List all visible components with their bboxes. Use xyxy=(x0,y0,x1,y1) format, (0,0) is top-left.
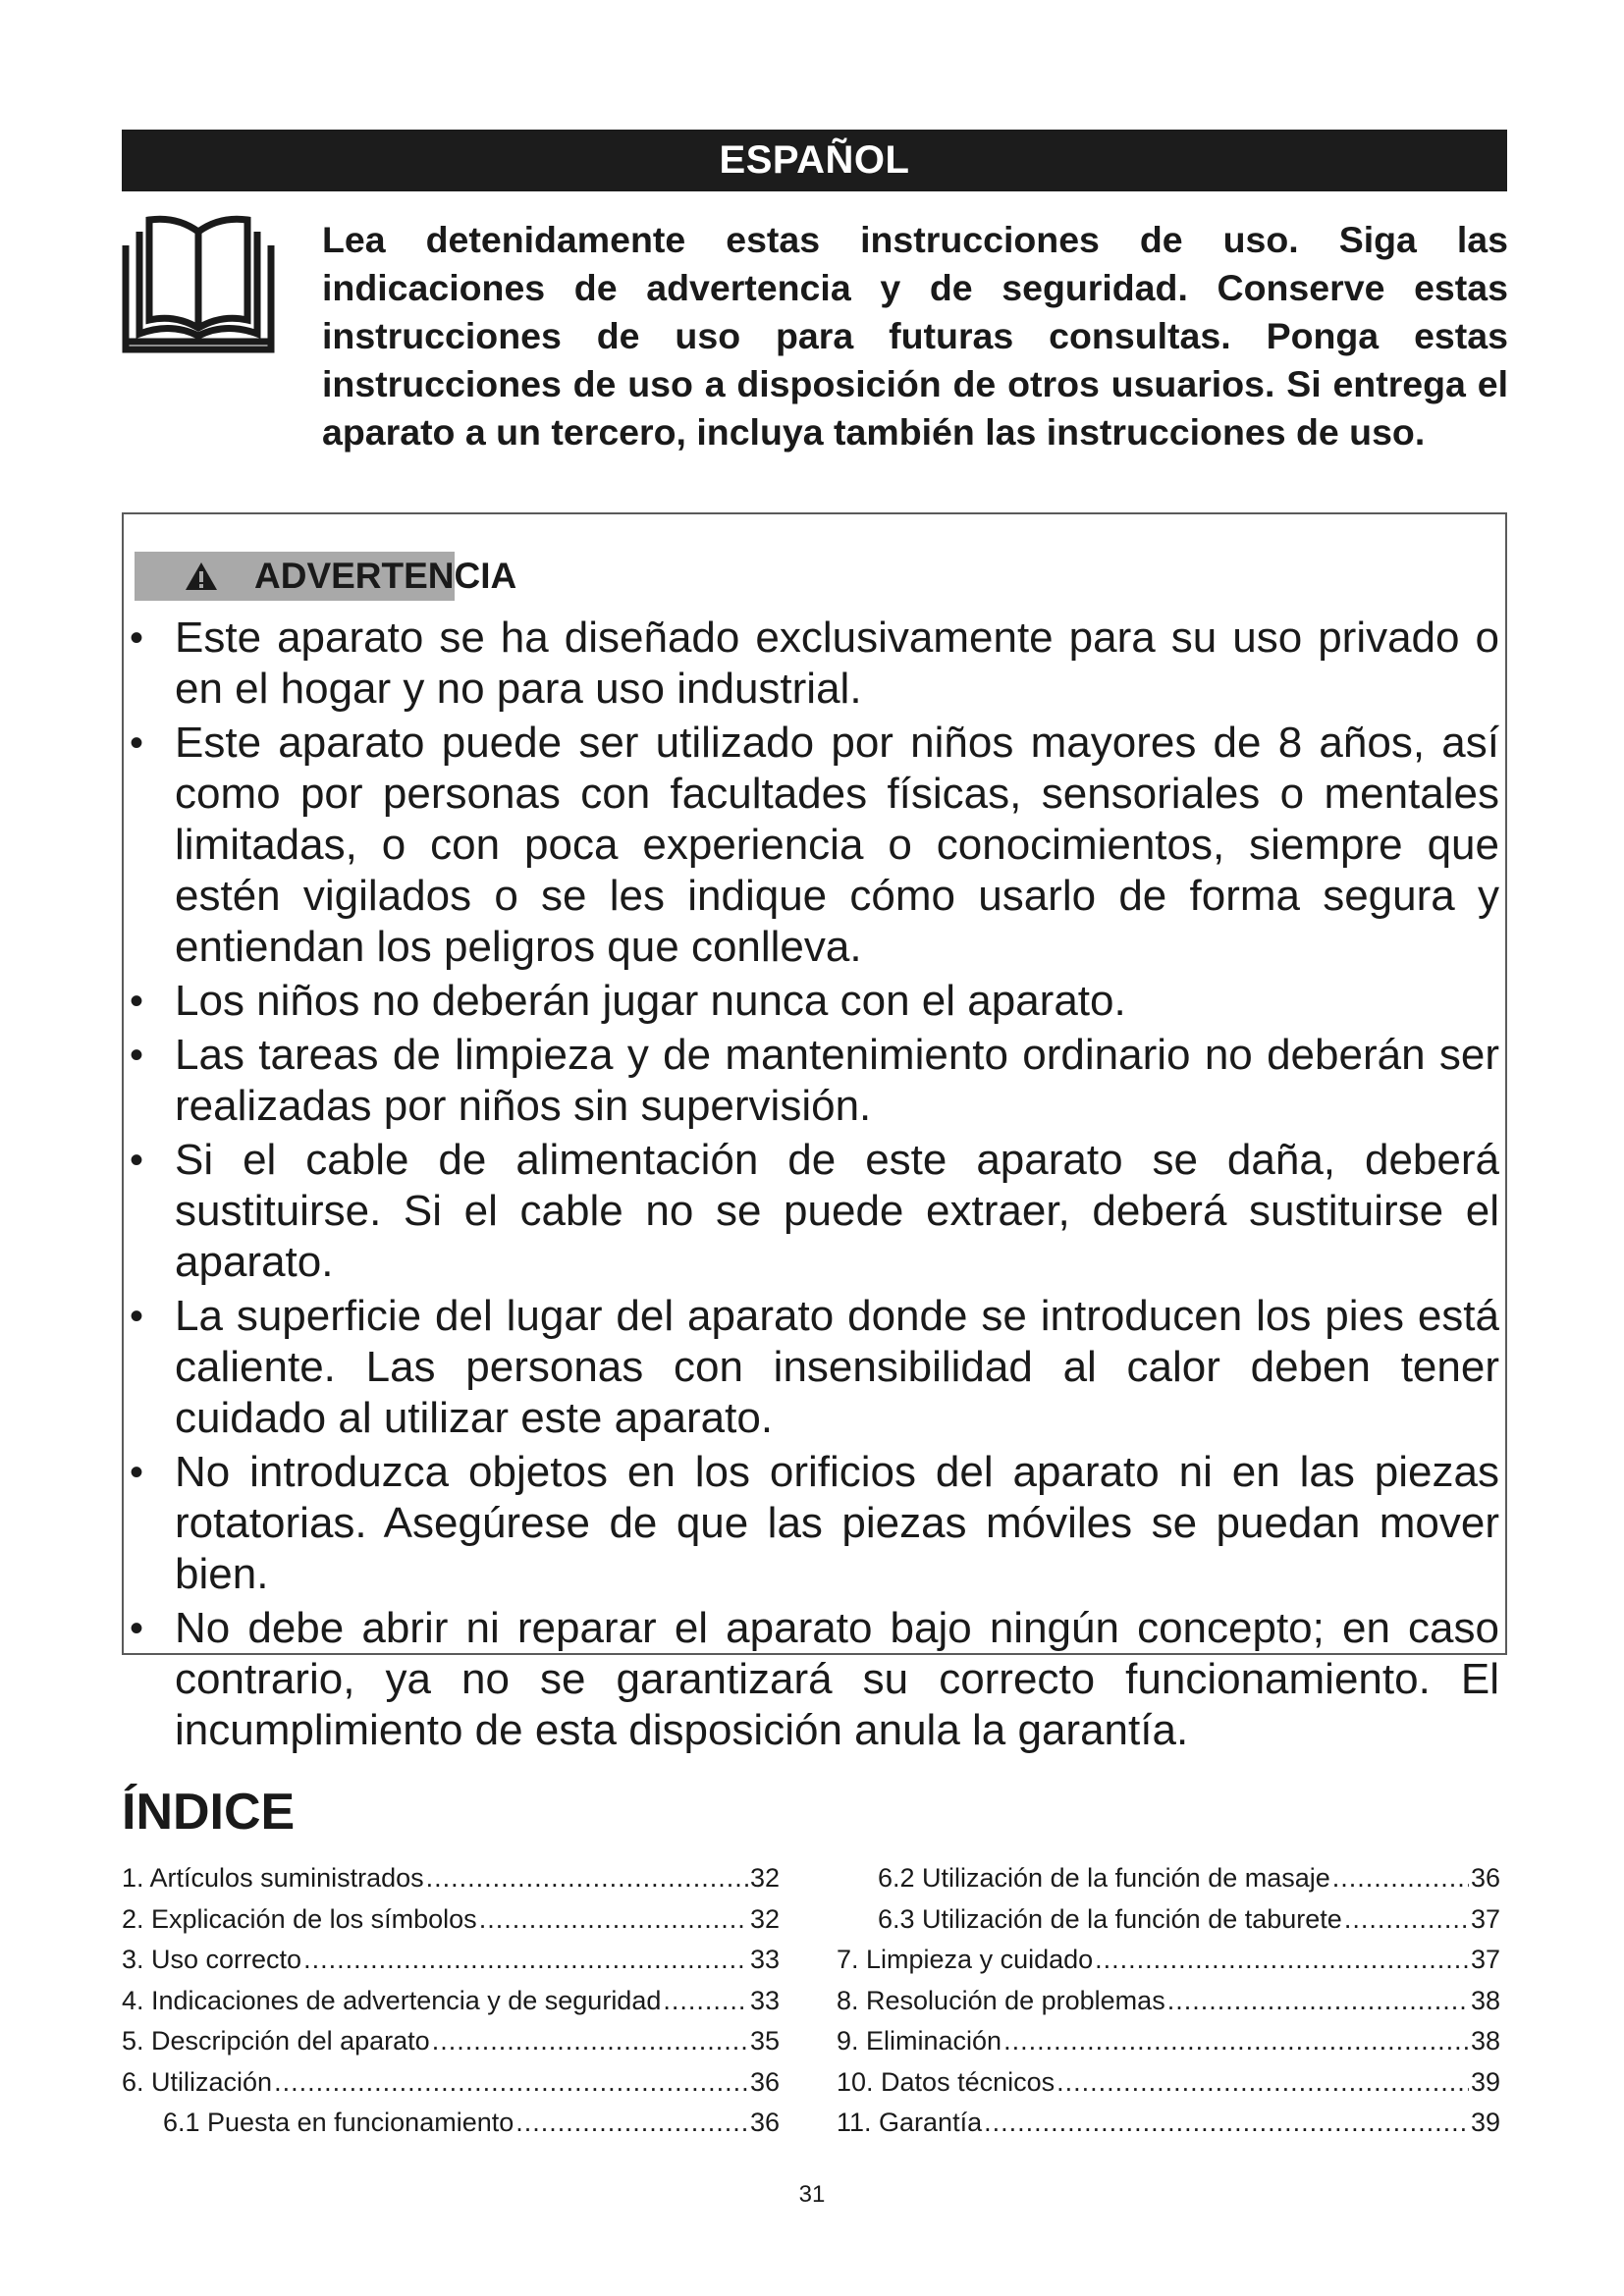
toc-leader xyxy=(274,2062,748,2104)
toc-entry-page: 32 xyxy=(749,1903,780,1934)
toc-entry-title: 6. Utilización xyxy=(122,2066,273,2097)
toc-entry-title: 1. Artículos suministrados xyxy=(122,1863,424,1893)
toc-leader xyxy=(663,1981,748,2022)
bullet-icon: • xyxy=(130,1139,144,1182)
language-title: ESPAÑOL xyxy=(719,138,910,182)
toc-entry-page: 36 xyxy=(749,2108,780,2137)
toc-leader xyxy=(515,2103,748,2144)
warning-item-text: Los niños no deberán jugar nunca con el aparato. xyxy=(175,977,1126,1025)
toc-leader xyxy=(1056,2062,1469,2104)
warning-list xyxy=(124,613,1509,1759)
warning-item xyxy=(124,1603,1509,1756)
toc-entry-page: 33 xyxy=(749,1945,780,1974)
toc-entry-title: 10. Datos técnicos xyxy=(837,2066,1056,2097)
toc-entry[interactable] xyxy=(837,2062,1500,2104)
toc-entry-page: 35 xyxy=(749,2026,780,2056)
toc-leader xyxy=(984,2103,1469,2144)
warning-title-rest: CIA xyxy=(454,556,517,596)
toc-entry-title: 6.1 Puesta en funcionamiento xyxy=(163,2108,514,2137)
toc-leader xyxy=(432,2021,748,2062)
warning-triangle-icon xyxy=(184,561,219,592)
language-header xyxy=(122,130,1507,191)
toc-entry[interactable] xyxy=(837,2021,1500,2062)
toc-entry-page: 39 xyxy=(1470,2108,1500,2137)
warning-item-text: Si el cable de alimentación de este aparato se daña, deberá sustituirse. Si el cable no se puede extraer, deberá sustituirse el aparato. xyxy=(175,1136,1499,1286)
toc-entry-title: 2. Explicación de los símbolos xyxy=(122,1903,477,1934)
toc-entry-title: 11. Garantía xyxy=(837,2108,983,2137)
warning-item-text: Este aparato se ha diseñado exclusivamente para su uso privado o en el hogar y no para uso industrial. xyxy=(175,614,1499,713)
toc-subentry[interactable] xyxy=(122,2103,780,2144)
intro-paragraph: Lea detenidamente estas instrucciones de uso. Siga las indicaciones de advertencia y de seguridad. Conserve estas instrucciones de uso para futuras consultas. Ponga estas instrucciones de uso a disposición de otros usuarios. Si entrega el aparato a un tercero, incluya también las instrucciones de uso. xyxy=(322,219,1508,453)
bullet-icon: • xyxy=(130,616,144,660)
toc-entry-page: 38 xyxy=(1470,2026,1500,2056)
toc-entry-page: 36 xyxy=(1470,1863,1500,1893)
page-number: 31 xyxy=(798,2181,826,2208)
toc-entry-page: 37 xyxy=(1470,1945,1500,1974)
toc-entry-page: 39 xyxy=(1470,2066,1500,2097)
toc-entry-page: 38 xyxy=(1470,1985,1500,2015)
toc-entry-title: 5. Descripción del aparato xyxy=(122,2026,430,2056)
warning-item-text: Este aparato puede ser utilizado por niños mayores de 8 años, así como por personas con facultades físicas, sensoriales o mentales limitadas, o con poca experiencia o conocimientos, siempre que estén vigilados o se les indique cómo usarlo de forma segura y entiendan los peligros que conlleva. xyxy=(175,719,1499,971)
warning-header-highlight xyxy=(135,552,455,601)
toc-entry[interactable] xyxy=(122,1899,780,1941)
warning-item-text: No debe abrir ni reparar el aparato bajo ningún concepto; en caso contrario, ya no se garantizará su correcto funcionamiento. El incumplimiento de esta disposición anula la garantía. xyxy=(175,1604,1499,1754)
toc-entry[interactable] xyxy=(122,1940,780,1981)
bullet-icon: • xyxy=(130,980,144,1023)
warning-item xyxy=(124,613,1509,715)
toc-entry-page: 36 xyxy=(749,2066,780,2097)
index-title: ÍNDICE xyxy=(122,1784,296,1841)
toc-entry-title: 3. Uso correcto xyxy=(122,1945,302,1974)
warning-item xyxy=(124,1447,1509,1600)
warning-item xyxy=(124,1291,1509,1444)
toc-entry-title: 4. Indicaciones de advertencia y de seguridad xyxy=(122,1985,662,2015)
toc-leader xyxy=(479,1899,748,1941)
toc-leader xyxy=(303,1940,748,1981)
toc-subentry[interactable] xyxy=(837,1899,1500,1941)
toc-leader xyxy=(1003,2021,1469,2062)
warning-item xyxy=(124,718,1509,973)
warning-title-highlighted: ADVERTEN xyxy=(254,556,455,596)
toc-entry-title: 6.2 Utilización de la función de masaje xyxy=(878,1863,1330,1893)
toc-entry[interactable] xyxy=(122,1858,780,1899)
toc-entry[interactable] xyxy=(837,2103,1500,2144)
toc-subentry[interactable] xyxy=(837,1858,1500,1899)
warning-item-text: Las tareas de limpieza y de mantenimiento ordinario no deberán ser realizadas por niños sin supervisión. xyxy=(175,1031,1499,1130)
toc-right-column xyxy=(837,1858,1500,2144)
bullet-icon: • xyxy=(130,1034,144,1077)
warning-item xyxy=(124,976,1509,1027)
toc-leader xyxy=(426,1858,748,1899)
warning-box xyxy=(122,512,1507,1754)
toc-entry[interactable] xyxy=(122,1981,780,2022)
toc-entry-title: 9. Eliminación xyxy=(837,2026,1002,2056)
toc-leader xyxy=(1167,1981,1469,2022)
bullet-icon: • xyxy=(130,721,144,765)
toc-entry-page: 33 xyxy=(749,1985,780,2015)
toc-entry[interactable] xyxy=(122,2062,780,2104)
toc-entry[interactable] xyxy=(837,1940,1500,1981)
toc-leader xyxy=(1344,1899,1469,1941)
toc-entry-title: 7. Limpieza y cuidado xyxy=(837,1945,1094,1974)
bullet-icon: • xyxy=(130,1451,144,1494)
toc-entry-title: 8. Resolución de problemas xyxy=(837,1985,1165,2015)
toc-entry-page: 32 xyxy=(749,1863,780,1893)
toc-entry-page: 37 xyxy=(1470,1903,1500,1934)
warning-item-text: No introduzca objetos en los orificios del aparato ni en las piezas rotatorias. Asegúrese de que las piezas móviles se puedan mover bien. xyxy=(175,1448,1499,1598)
bullet-icon: • xyxy=(130,1295,144,1338)
toc-leader xyxy=(1095,1940,1469,1981)
toc-entry-title: 6.3 Utilización de la función de taburete xyxy=(878,1903,1342,1934)
warning-item-text: La superficie del lugar del aparato donde se introducen los pies está caliente. Las personas con insensibilidad al calor deben tener cuidado al utilizar este aparato. xyxy=(175,1292,1499,1442)
toc-left-column xyxy=(122,1858,780,2144)
warning-item xyxy=(124,1135,1509,1288)
warning-item xyxy=(124,1030,1509,1132)
toc-leader xyxy=(1332,1858,1469,1899)
book-icon xyxy=(120,214,277,355)
toc-entry[interactable] xyxy=(122,2021,780,2062)
warning-header xyxy=(135,552,516,601)
bullet-icon: • xyxy=(130,1607,144,1650)
toc-entry[interactable] xyxy=(837,1981,1500,2022)
